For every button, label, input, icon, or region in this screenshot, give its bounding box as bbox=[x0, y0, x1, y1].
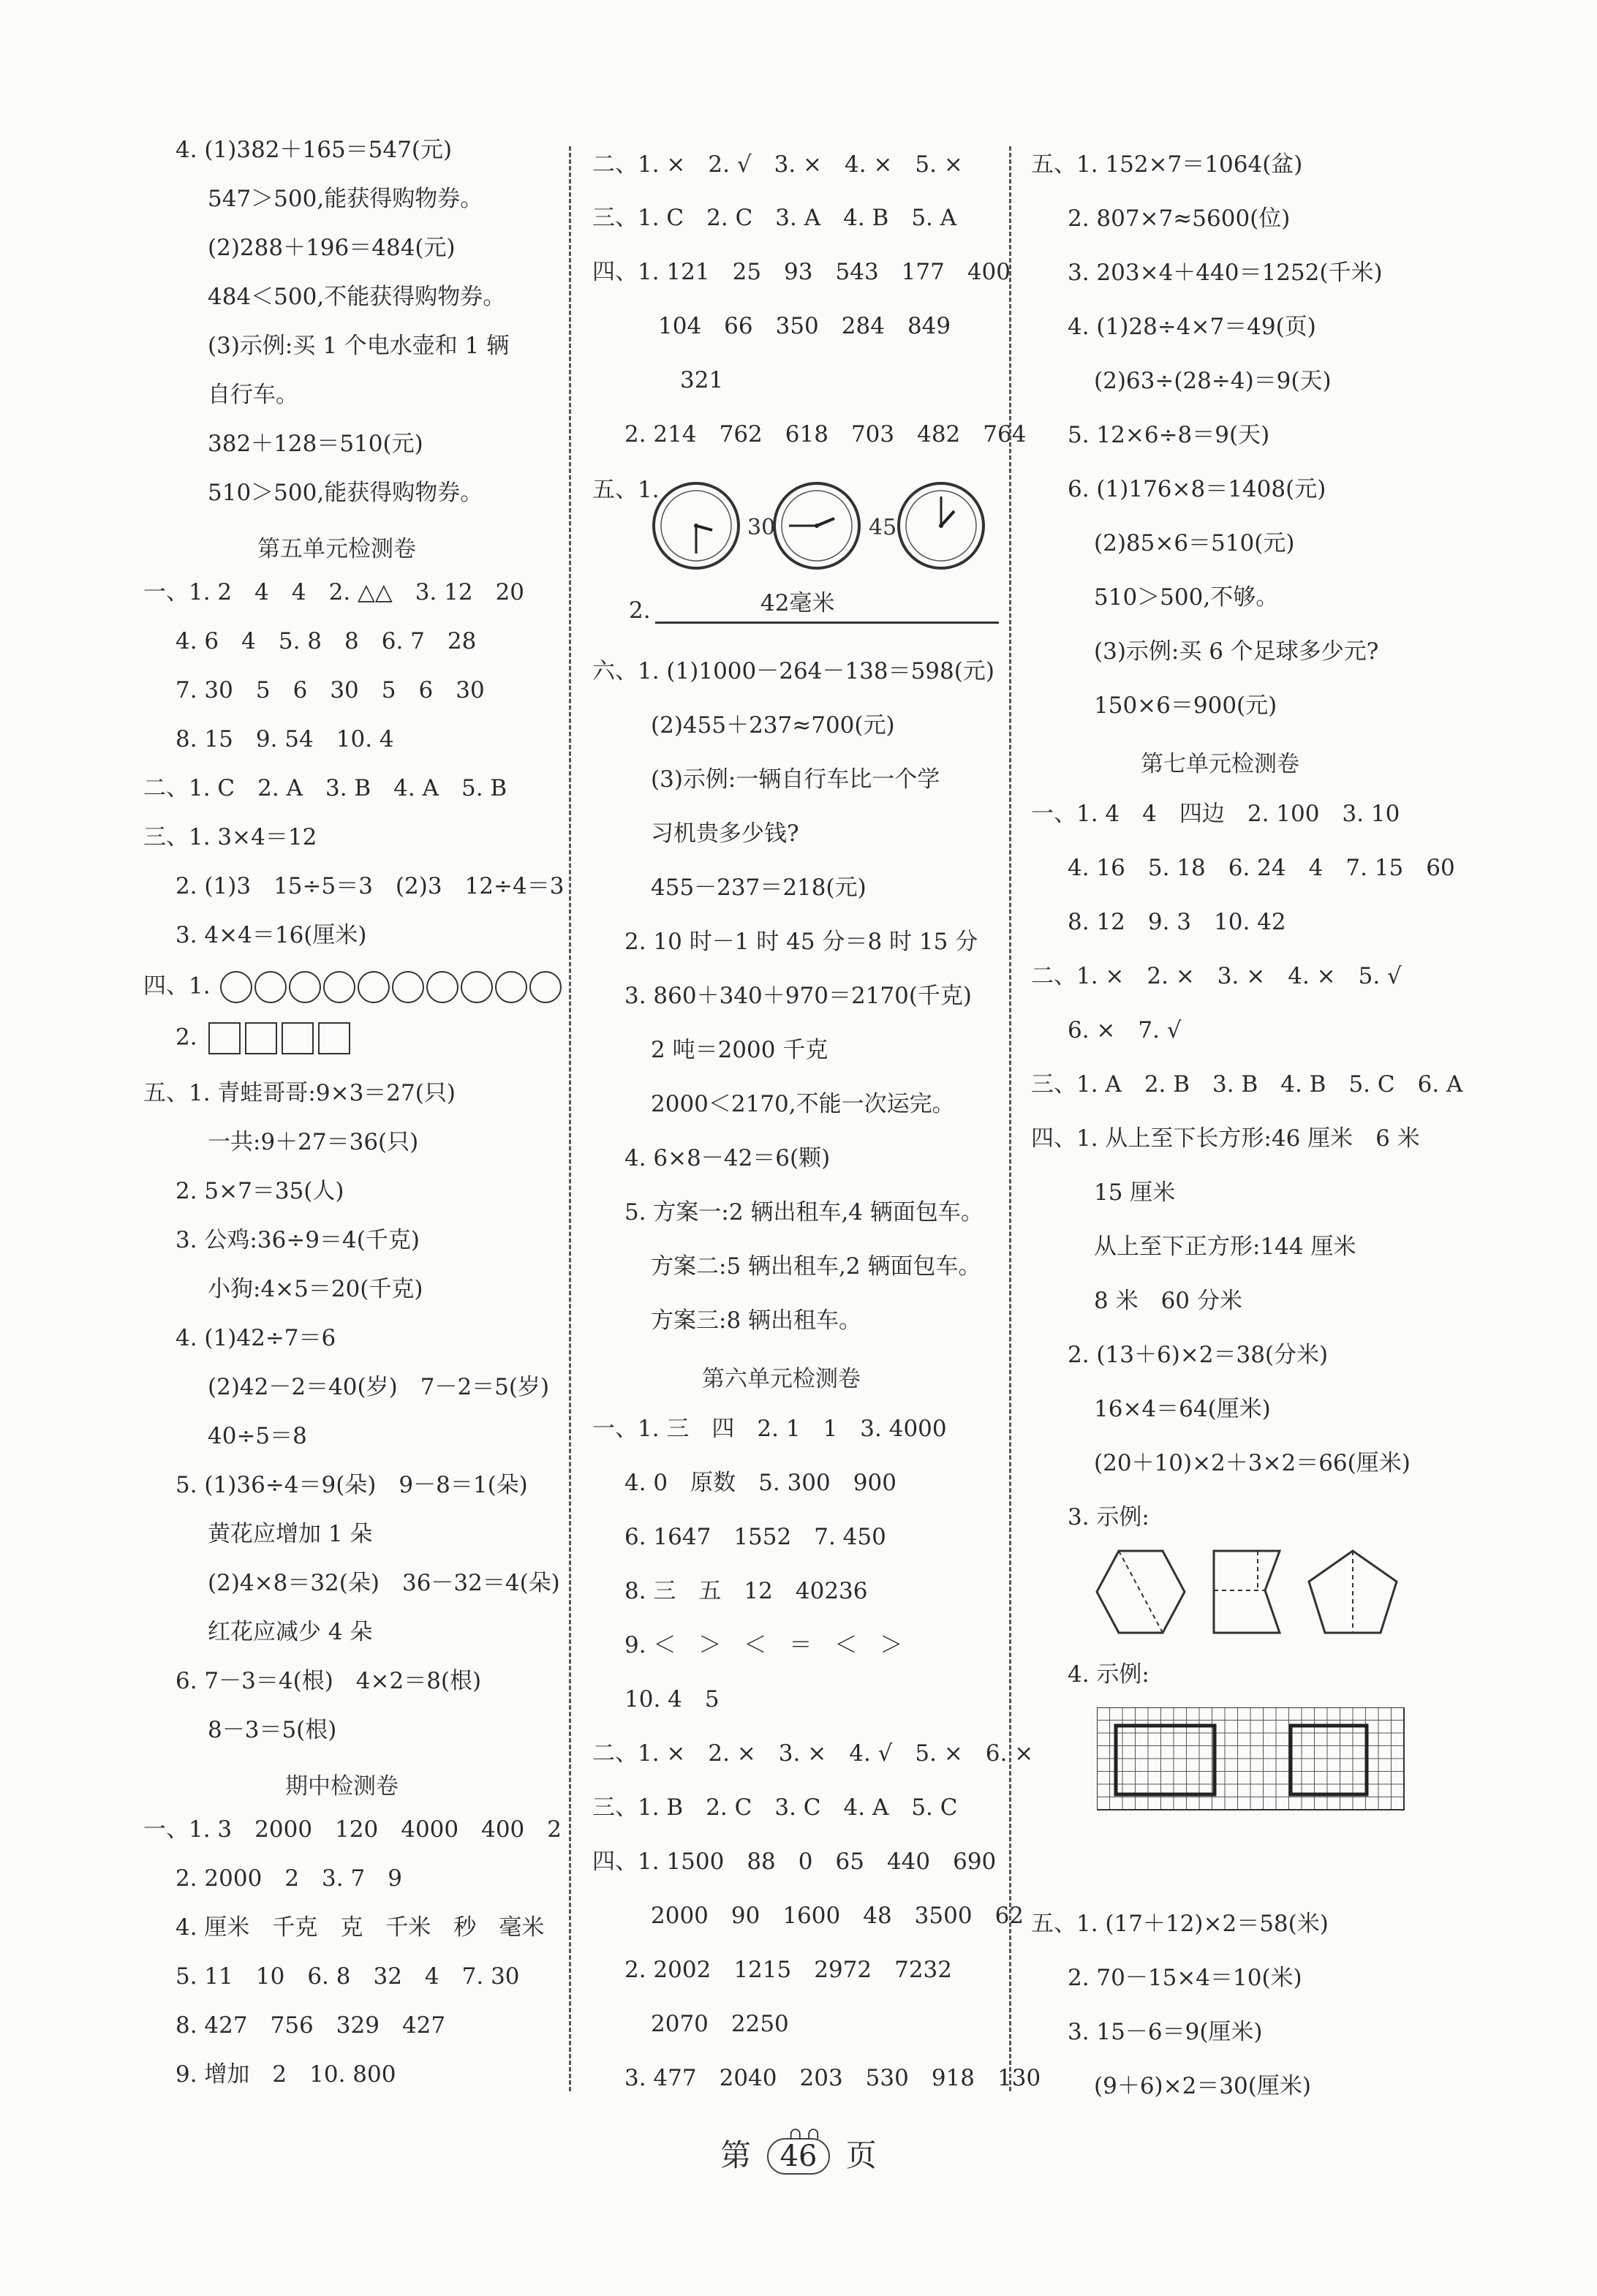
answer-line: 510＞500,能获得购物券。 bbox=[208, 480, 483, 506]
circle-shape bbox=[461, 971, 493, 1003]
clock-figures bbox=[652, 479, 1003, 573]
circle-shape bbox=[254, 971, 287, 1003]
answer-line: 二、1. C 2. A 3. B 4. A 5. B bbox=[143, 775, 507, 801]
answer-line: 2. 807×7≈5600(位) bbox=[1068, 205, 1291, 232]
circle-shape bbox=[289, 971, 321, 1003]
answer-line: 3. 4×4＝16(厘米) bbox=[175, 922, 367, 948]
answer-line: 二、1. × 2. × 3. × 4. √ 5. × 6. × bbox=[592, 1740, 1034, 1767]
answer-line: 2. bbox=[629, 597, 651, 624]
answer-line: 3. 477 2040 203 530 918 130 bbox=[624, 2065, 1041, 2091]
answer-line: 一共:9＋27＝36(只) bbox=[208, 1129, 419, 1155]
answer-line: 五、1. 青蛙哥哥:9×3＝27(只) bbox=[143, 1080, 456, 1106]
answer-line: (2)42－2＝40(岁) 7－2＝5(岁) bbox=[208, 1374, 550, 1400]
answer-line: 三、1. B 2. C 3. C 4. A 5. C bbox=[592, 1794, 958, 1821]
answer-line: 4. 6×8－42＝6(颗) bbox=[624, 1145, 831, 1171]
column-divider bbox=[569, 146, 571, 2091]
answer-line: 4. 6 4 5. 8 8 6. 7 28 bbox=[175, 628, 477, 654]
answer-line: 10. 4 5 bbox=[624, 1686, 720, 1712]
answer-line: 3. 860＋340＋970＝2170(千克) bbox=[624, 983, 973, 1009]
answer-line: 9. ＜ ＞ ＜ ＝ ＜ ＞ bbox=[624, 1632, 903, 1658]
answer-line: 6. 1647 1552 7. 450 bbox=[624, 1524, 886, 1550]
section-heading-unit7: 第七单元检测卷 bbox=[1141, 751, 1299, 777]
answer-label: 2. bbox=[175, 1024, 197, 1051]
circle-shape bbox=[495, 971, 527, 1003]
grid-figure bbox=[1097, 1707, 1408, 1813]
answer-line: 455－237＝218(元) bbox=[651, 875, 867, 901]
column-divider bbox=[1009, 146, 1011, 2091]
answer-line: 9. 增加 2 10. 800 bbox=[175, 2061, 396, 2088]
answer-line: (2)288＋196＝484(元) bbox=[208, 235, 456, 261]
answer-line: 方案三:8 辆出租车。 bbox=[651, 1307, 862, 1334]
square-shape bbox=[282, 1022, 314, 1054]
answer-line: 习机贵多少钱? bbox=[651, 820, 799, 847]
answer-line: 3. 公鸡:36÷9＝4(千克) bbox=[175, 1227, 420, 1253]
answer-line: (2)4×8＝32(朵) 36－32＝4(朵) bbox=[208, 1570, 560, 1596]
answer-line: 104 66 350 284 849 bbox=[658, 313, 951, 339]
answer-line: 2070 2250 bbox=[651, 2011, 789, 2037]
answer-line: 五、1. bbox=[592, 477, 660, 503]
answer-line: 6. (1)176×8＝1408(元) bbox=[1068, 476, 1326, 502]
page-prefix: 第 bbox=[720, 2137, 752, 2173]
answer-line: 一、1. 4 4 四边 2. 100 3. 10 bbox=[1031, 801, 1400, 827]
answer-line: 二、1. × 2. √ 3. × 4. × 5. × bbox=[592, 151, 963, 178]
circle-shape bbox=[358, 971, 390, 1003]
answer-line: 321 bbox=[680, 367, 724, 393]
answer-line: 自行车。 bbox=[208, 382, 298, 408]
section-heading-unit6: 第六单元检测卷 bbox=[702, 1366, 861, 1392]
answer-line: 小狗:4×5＝20(千克) bbox=[208, 1276, 423, 1302]
answer-line: 5. 12×6÷8＝9(天) bbox=[1068, 422, 1270, 448]
answer-line: 4. (1)28÷4×7＝49(页) bbox=[1068, 314, 1316, 340]
answer-line: 三、1. 3×4＝12 bbox=[143, 824, 317, 850]
answer-line: 5. 11 10 6. 8 32 4 7. 30 bbox=[175, 1963, 520, 1990]
answer-line-squares bbox=[175, 1022, 355, 1054]
square-shape bbox=[208, 1022, 241, 1054]
ruler-label: 42毫米 bbox=[760, 590, 835, 616]
answer-line: 3. 示例: bbox=[1068, 1504, 1149, 1530]
answer-line: 4. 0 原数 5. 300 900 bbox=[624, 1470, 896, 1496]
answer-line: 8. 15 9. 54 10. 4 bbox=[175, 726, 394, 752]
answer-line: 8. 三 五 12 40236 bbox=[624, 1578, 868, 1604]
answer-line: 五、1. 152×7＝1064(盆) bbox=[1031, 151, 1303, 178]
answer-line: 4. 16 5. 18 6. 24 4 7. 15 60 bbox=[1068, 855, 1455, 881]
answer-line: 16×4＝64(厘米) bbox=[1094, 1396, 1271, 1422]
answer-line: (9＋6)×2＝30(厘米) bbox=[1094, 2073, 1311, 2099]
answer-line: 从上至下正方形:144 厘米 bbox=[1094, 1234, 1356, 1260]
answer-line: 5. (1)36÷4＝9(朵) 9－8＝1(朵) bbox=[175, 1472, 528, 1498]
answer-line: 4. (1)42÷7＝6 bbox=[175, 1325, 336, 1351]
section-heading-midterm: 期中检测卷 bbox=[285, 1773, 399, 1800]
notched-quadrilateral-shape bbox=[1214, 1551, 1280, 1633]
rabbit-ears-icon: ∩∩ bbox=[788, 2125, 825, 2143]
section-heading-unit5: 第五单元检测卷 bbox=[257, 536, 416, 562]
answer-line: 150×6＝900(元) bbox=[1094, 692, 1277, 719]
answer-line: 六、1. (1)1000－264－138＝598(元) bbox=[592, 658, 994, 684]
answer-line: 四、1. 121 25 93 543 177 400 bbox=[592, 259, 1011, 285]
answer-line: 8. 12 9. 3 10. 42 bbox=[1068, 909, 1286, 935]
answer-line: (3)示例:一辆自行车比一个学 bbox=[651, 766, 940, 793]
answer-line-circles bbox=[143, 971, 564, 1003]
answer-line: 方案二:5 辆出租车,2 辆面包车。 bbox=[651, 1253, 981, 1280]
answer-line: (3)示例:买 1 个电水壶和 1 辆 bbox=[208, 333, 510, 359]
answer-line: 484＜500,不能获得购物券。 bbox=[208, 284, 506, 310]
answer-line: 2. (13＋6)×2＝38(分米) bbox=[1068, 1342, 1329, 1368]
circle-shape bbox=[392, 971, 424, 1003]
answer-line: 2. 2000 2 3. 7 9 bbox=[175, 1865, 402, 1892]
answer-line: 40÷5＝8 bbox=[208, 1423, 307, 1449]
answer-line: 2. 70－15×4＝10(米) bbox=[1068, 1965, 1302, 1991]
page-number-footer bbox=[0, 2125, 1597, 2175]
answer-line: 四、1. 1500 88 0 65 440 690 bbox=[592, 1848, 997, 1875]
square-shape bbox=[318, 1022, 350, 1054]
answer-line: 4. (1)382＋165＝547(元) bbox=[175, 137, 453, 163]
answer-line: 6. × 7. √ bbox=[1068, 1017, 1182, 1043]
ruler-line bbox=[655, 622, 999, 624]
answer-line: 一、1. 三 四 2. 1 1 3. 4000 bbox=[592, 1416, 947, 1442]
answer-line: (20＋10)×2＋3×2＝66(厘米) bbox=[1094, 1450, 1411, 1476]
answer-line: 8. 427 756 329 427 bbox=[175, 2012, 446, 2039]
answer-line: 一、1. 2 4 4 2. △△ 3. 12 20 bbox=[143, 579, 525, 605]
circle-shape bbox=[323, 971, 355, 1003]
circle-shape bbox=[220, 971, 252, 1003]
answer-line: 三、1. C 2. C 3. A 4. B 5. A bbox=[592, 205, 957, 231]
answer-line: 2. 2002 1215 2972 7232 bbox=[624, 1957, 953, 1983]
pentagon-shape bbox=[1309, 1551, 1397, 1633]
answer-line: 3. 203×4＋440＝1252(千米) bbox=[1068, 260, 1383, 286]
answer-line: 五、1. (17＋12)×2＝58(米) bbox=[1031, 1911, 1329, 1937]
answer-line: 547＞500,能获得购物券。 bbox=[208, 186, 483, 212]
square-shape bbox=[245, 1022, 277, 1054]
answer-line: 382＋128＝510(元) bbox=[208, 431, 423, 457]
clock-3 bbox=[899, 483, 984, 568]
answer-line: 2 吨＝2000 千克 bbox=[651, 1037, 828, 1063]
answer-line: (2)85×6＝510(元) bbox=[1094, 530, 1295, 556]
circles-figure bbox=[220, 973, 564, 1000]
page-number-badge bbox=[767, 2125, 831, 2175]
answer-line: 5. 方案一:2 辆出租车,4 辆面包车。 bbox=[624, 1199, 984, 1226]
page-number: 46 bbox=[779, 2140, 818, 2173]
answer-line: 一、1. 3 2000 120 4000 400 2 bbox=[143, 1816, 562, 1843]
answer-line: 510＞500,不够。 bbox=[1094, 584, 1279, 611]
hexagon-shape bbox=[1097, 1551, 1185, 1633]
answer-line: 8 米 60 分米 bbox=[1094, 1288, 1242, 1314]
answer-line: 2000＜2170,不能一次运完。 bbox=[651, 1091, 955, 1117]
answer-line: 6. 7－3＝4(根) 4×2＝8(根) bbox=[175, 1668, 482, 1694]
answer-line: 2. 5×7＝35(人) bbox=[175, 1178, 344, 1204]
answer-line: (2)63÷(28÷4)＝9(天) bbox=[1094, 368, 1332, 394]
answer-line: 15 厘米 bbox=[1094, 1179, 1176, 1206]
shape-examples bbox=[1090, 1547, 1441, 1642]
clock-number: 45 bbox=[869, 515, 897, 540]
circle-shape bbox=[426, 971, 458, 1003]
circle-shape bbox=[529, 971, 562, 1003]
answer-line: 黄花应增加 1 朵 bbox=[208, 1521, 373, 1547]
answer-line: 4. 示例: bbox=[1068, 1661, 1149, 1688]
answer-line: 7. 30 5 6 30 5 6 30 bbox=[175, 677, 485, 703]
answer-line: 2. 10 时－1 时 45 分＝8 时 15 分 bbox=[624, 929, 978, 955]
answer-line: (2)455＋237≈700(元) bbox=[651, 712, 895, 739]
answer-line: 2. 214 762 618 703 482 764 bbox=[624, 421, 1027, 448]
answer-line: 2. (1)3 15÷5＝3 (2)3 12÷4＝3 bbox=[175, 873, 565, 899]
answer-line: 二、1. × 2. × 3. × 4. × 5. √ bbox=[1031, 963, 1402, 989]
clock-1 bbox=[654, 483, 739, 568]
answer-line: 三、1. A 2. B 3. B 4. B 5. C 6. A bbox=[1031, 1071, 1463, 1098]
page-suffix: 页 bbox=[845, 2137, 877, 2173]
answer-line: 8－3＝5(根) bbox=[208, 1717, 337, 1743]
answer-line: 红花应减少 4 朵 bbox=[208, 1619, 373, 1645]
clock-2 bbox=[774, 483, 859, 568]
answer-line: 3. 15－6＝9(厘米) bbox=[1068, 2019, 1263, 2045]
squares-figure bbox=[208, 1024, 355, 1051]
answer-line: 四、1. 从上至下长方形:46 厘米 6 米 bbox=[1031, 1125, 1420, 1152]
answer-line: 2000 90 1600 48 3500 62 bbox=[651, 1903, 1024, 1929]
answer-label: 四、1. bbox=[143, 973, 211, 1000]
answer-line: 4. 厘米 千克 克 千米 秒 毫米 bbox=[175, 1914, 545, 1941]
clock-number: 30 bbox=[747, 515, 776, 540]
answer-line: (3)示例:买 6 个足球多少元? bbox=[1094, 638, 1379, 665]
